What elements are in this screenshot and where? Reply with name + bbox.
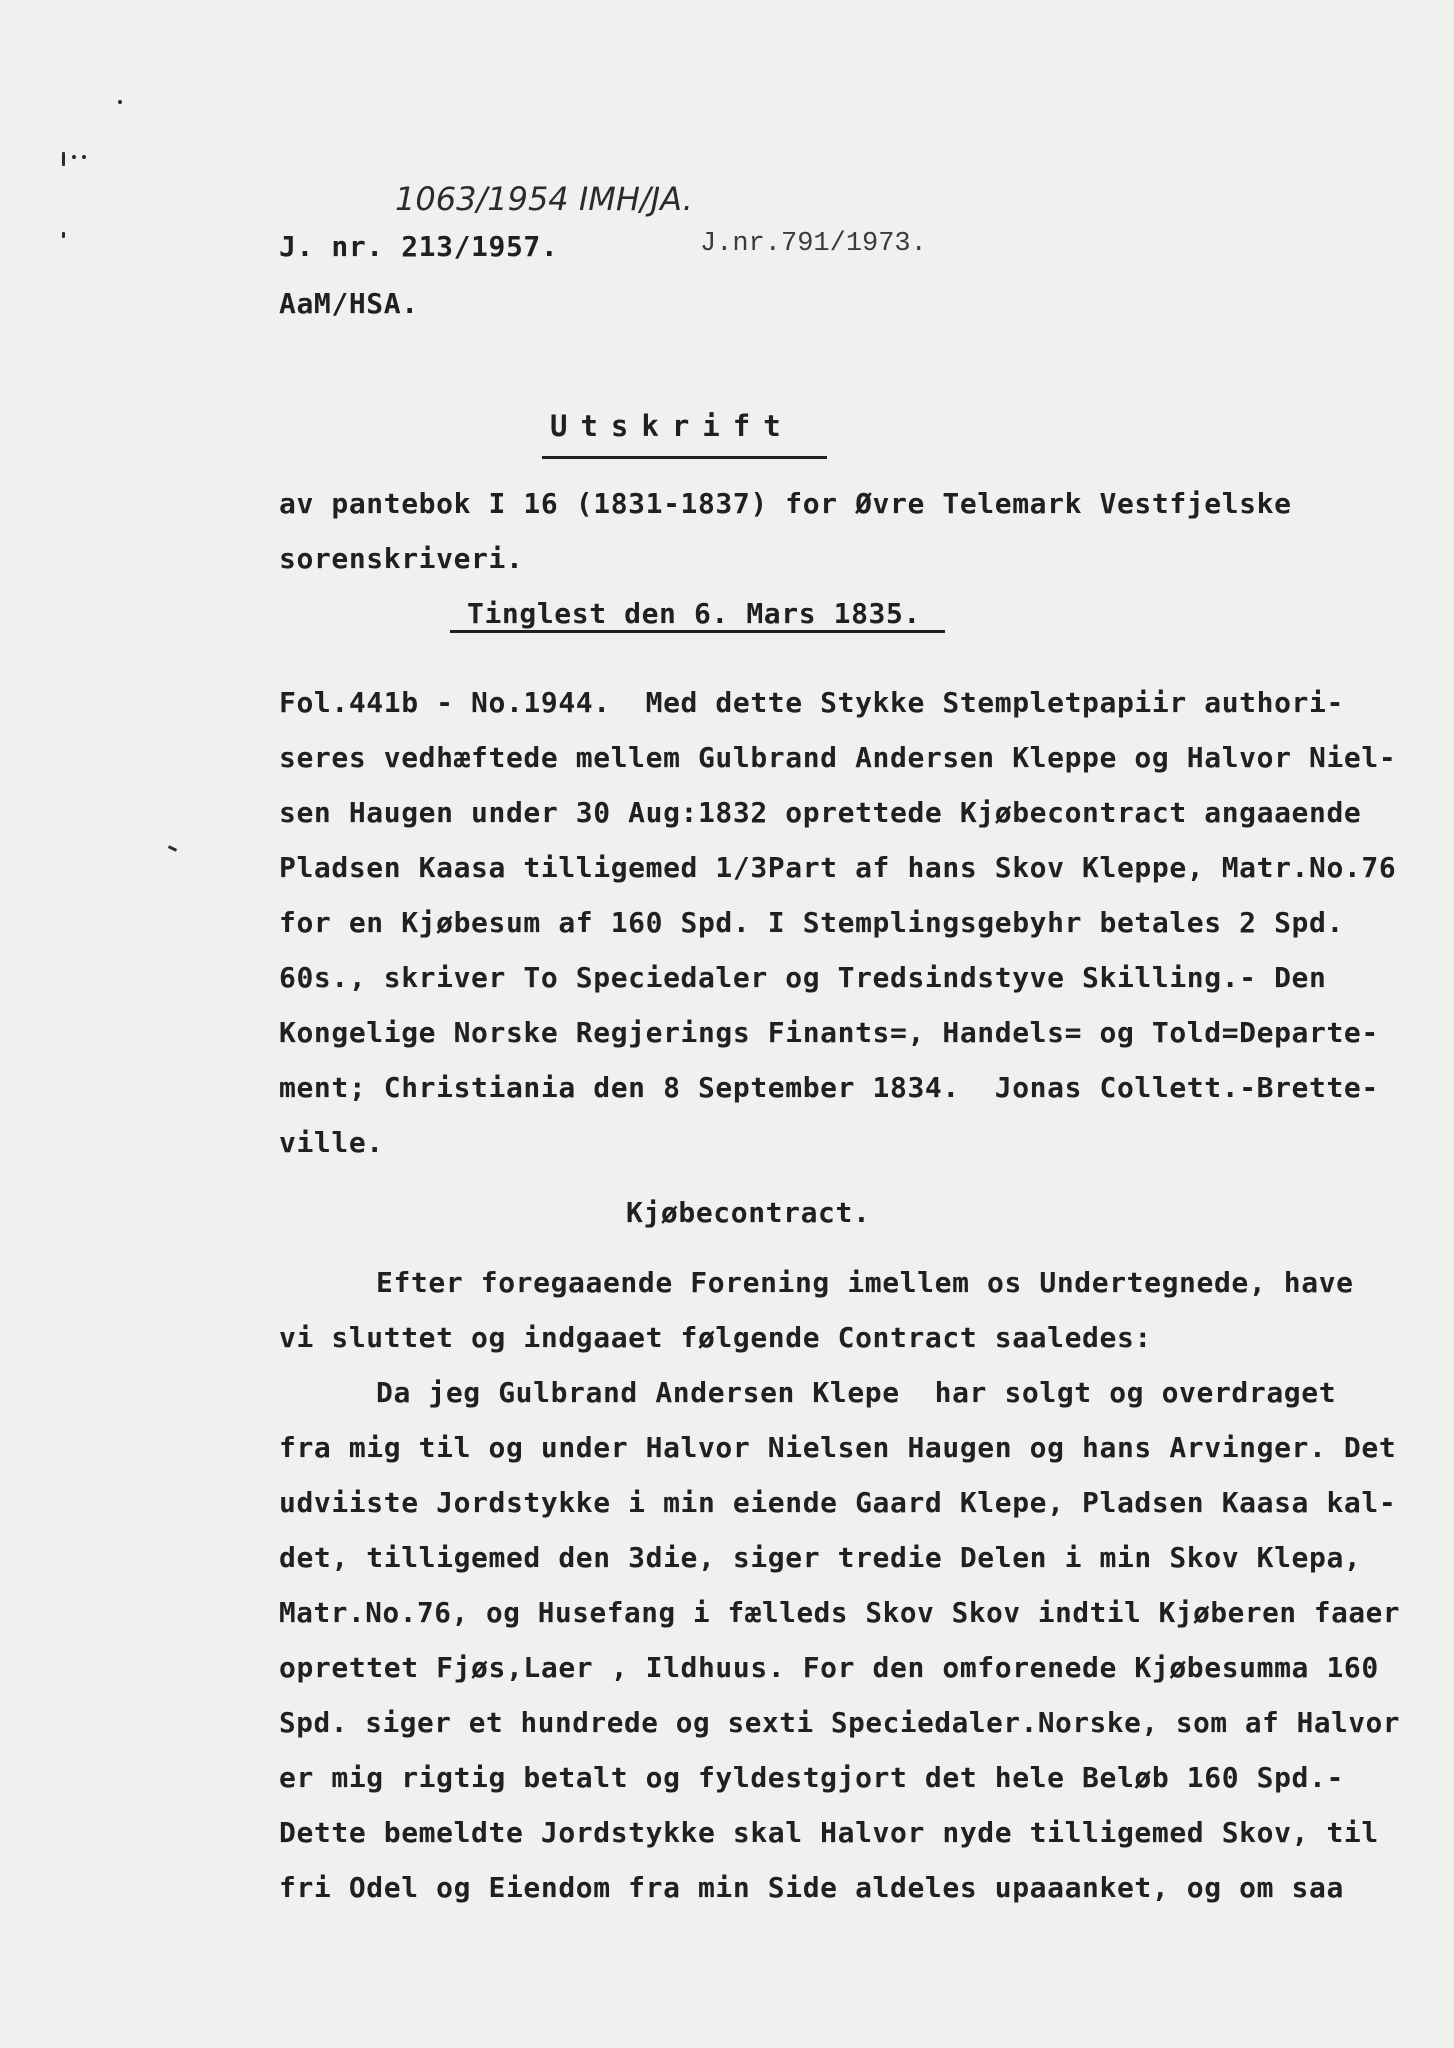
contract-heading: Kjøbecontract. (626, 1196, 871, 1229)
paragraph-line: Efter foregaaende Forening imellem os Undertegnede, have (376, 1266, 1354, 1299)
journal-number: J. nr. 213/1957. (279, 230, 559, 263)
margin-mark (118, 100, 122, 104)
paragraph-line: Da jeg Gulbrand Andersen Klepe har solgt og overdraget (376, 1376, 1337, 1409)
paragraph-line: Pladsen Kaasa tilligemed 1/3Part af hans Skov Kleppe, Matr.No.76 (279, 851, 1397, 884)
paragraph-line: udviiste Jordstykke i min eiende Gaard Klepe, Pladsen Kaasa kal- (279, 1486, 1397, 1519)
intro-line: av pantebok I 16 (1831-1837) for Øvre Telemark Vestfjelske (279, 487, 1292, 520)
paragraph-line: er mig rigtig betalt og fyldestgjort det hele Beløb 160 Spd.- (279, 1761, 1344, 1794)
margin-mark (168, 845, 177, 852)
paragraph-line: Dette bemeldte Jordstykke skal Halvor nyde tilligemed Skov, til (279, 1816, 1379, 1849)
paragraph-line: Spd. siger et hundrede og sexti Speciedaler.Norske, som af Halvor (279, 1706, 1401, 1739)
document-title: Utskrift (550, 409, 794, 443)
paragraph-line: ville. (279, 1126, 384, 1159)
date-heading-underline (450, 630, 945, 633)
paragraph-line: Kongelige Norske Regjerings Finants=, Handels= og Told=Departe- (279, 1016, 1379, 1049)
paragraph-line: fra mig til og under Halvor Nielsen Haugen og hans Arvinger. Det (279, 1431, 1397, 1464)
margin-mark (72, 155, 76, 159)
paragraph-line: ment; Christiania den 8 September 1834. Jonas Collett.-Brette- (279, 1071, 1379, 1104)
paragraph-line: det, tilligemed den 3die, siger tredie Delen i min Skov Klepa, (279, 1541, 1362, 1574)
paragraph-line: vi sluttet og indgaaet følgende Contract saaledes: (279, 1321, 1152, 1354)
margin-mark (82, 155, 86, 159)
margin-mark (62, 232, 65, 238)
margin-mark (62, 152, 65, 166)
stamped-reference: J.nr.791/1973. (700, 229, 927, 259)
intro-line: sorenskriveri. (279, 542, 524, 575)
title-underline (542, 456, 827, 459)
paragraph-line: Fol.441b - No.1944. Med dette Stykke Stempletpapiir authori- (279, 686, 1344, 719)
paragraph-line: fri Odel og Eiendom fra min Side aldeles upaaanket, og om saa (279, 1871, 1344, 1904)
paragraph-line: seres vedhæftede mellem Gulbrand Andersen Kleppe og Halvor Niel- (279, 741, 1397, 774)
initials: AaM/HSA. (279, 287, 419, 320)
paragraph-line: oprettet Fjøs,Laer , Ildhuus. For den omforenede Kjøbesumma 160 (279, 1651, 1379, 1684)
paragraph-line: sen Haugen under 30 Aug:1832 oprettede Kjøbecontract angaaende (279, 796, 1362, 829)
paragraph-line: Matr.No.76, og Husefang i fælleds Skov Skov indtil Kjøberen faaer (279, 1596, 1401, 1629)
date-heading: Tinglest den 6. Mars 1835. (467, 597, 921, 630)
paragraph-line: 60s., skriver To Speciedaler og Tredsindstyve Skilling.- Den (279, 961, 1327, 994)
paragraph-line: for en Kjøbesum af 160 Spd. I Stemplingsgebyhr betales 2 Spd. (279, 906, 1344, 939)
handwritten-reference: 1063/1954 IMH/JA. (395, 180, 693, 218)
